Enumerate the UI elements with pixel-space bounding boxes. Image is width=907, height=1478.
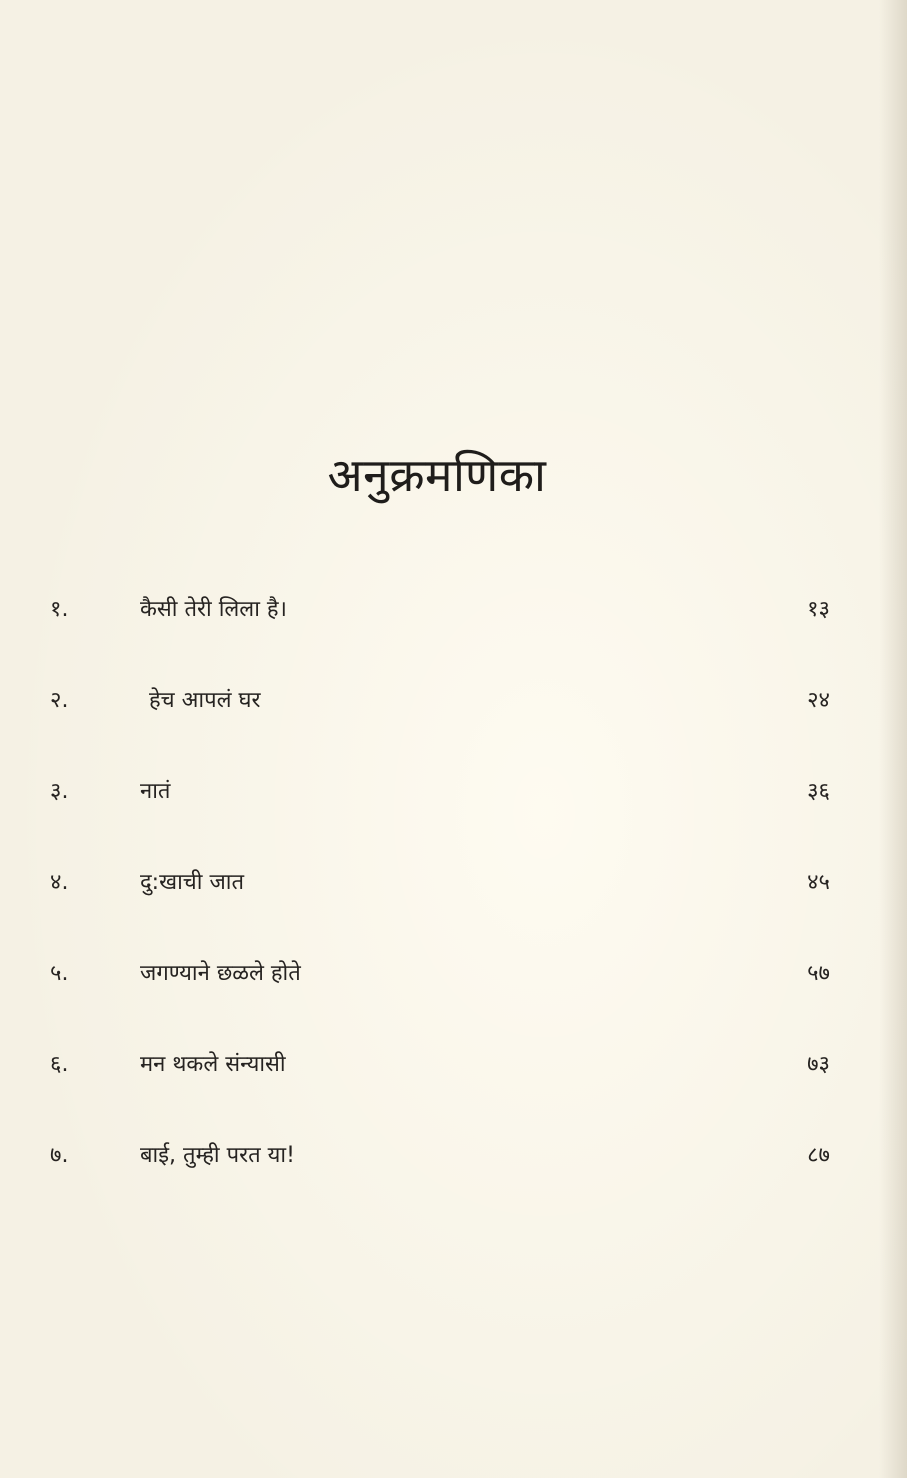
toc-entry-page: ८७ [807, 1143, 830, 1168]
toc-entry [50, 590, 830, 681]
toc-entry-title: जगण्याने छळले होते [140, 961, 301, 986]
toc-entry-title: नातं [140, 779, 171, 804]
toc-entry-page: १३ [807, 597, 830, 622]
toc-entry [50, 772, 830, 863]
toc-entry [50, 1136, 830, 1227]
toc-entry-title: कैसी तेरी लिला है। [140, 597, 287, 622]
toc-entry-title: मन थकले संन्यासी [140, 1052, 286, 1077]
toc-entry [50, 863, 830, 954]
toc-entry-page: ३६ [807, 779, 830, 804]
toc-entry-number: ७. [50, 1143, 69, 1168]
toc-entry [50, 954, 830, 1045]
toc-entry-title: बाई, तुम्ही परत या! [140, 1143, 295, 1168]
page-title: अनुक्रमणिका [327, 448, 547, 502]
toc-entry-page: २४ [807, 688, 830, 713]
toc-entry-number: २. [50, 688, 69, 713]
toc-entry-number: ३. [50, 779, 69, 804]
toc-entry-number: ४. [50, 870, 69, 895]
toc-entry-title: हेच आपलं घर [149, 688, 261, 713]
toc-entry [50, 681, 830, 772]
toc-entry-page: ७३ [807, 1052, 830, 1077]
toc-entry [50, 1045, 830, 1136]
table-of-contents [50, 590, 830, 1227]
toc-entry-title: दु:खाची जात [140, 870, 245, 895]
toc-entry-page: ४५ [807, 870, 830, 895]
page-edge-shadow [879, 0, 907, 1478]
toc-entry-page: ५७ [807, 961, 830, 986]
toc-entry-number: ६. [50, 1052, 69, 1077]
toc-entry-number: ५. [50, 961, 69, 986]
toc-entry-number: १. [50, 597, 69, 622]
